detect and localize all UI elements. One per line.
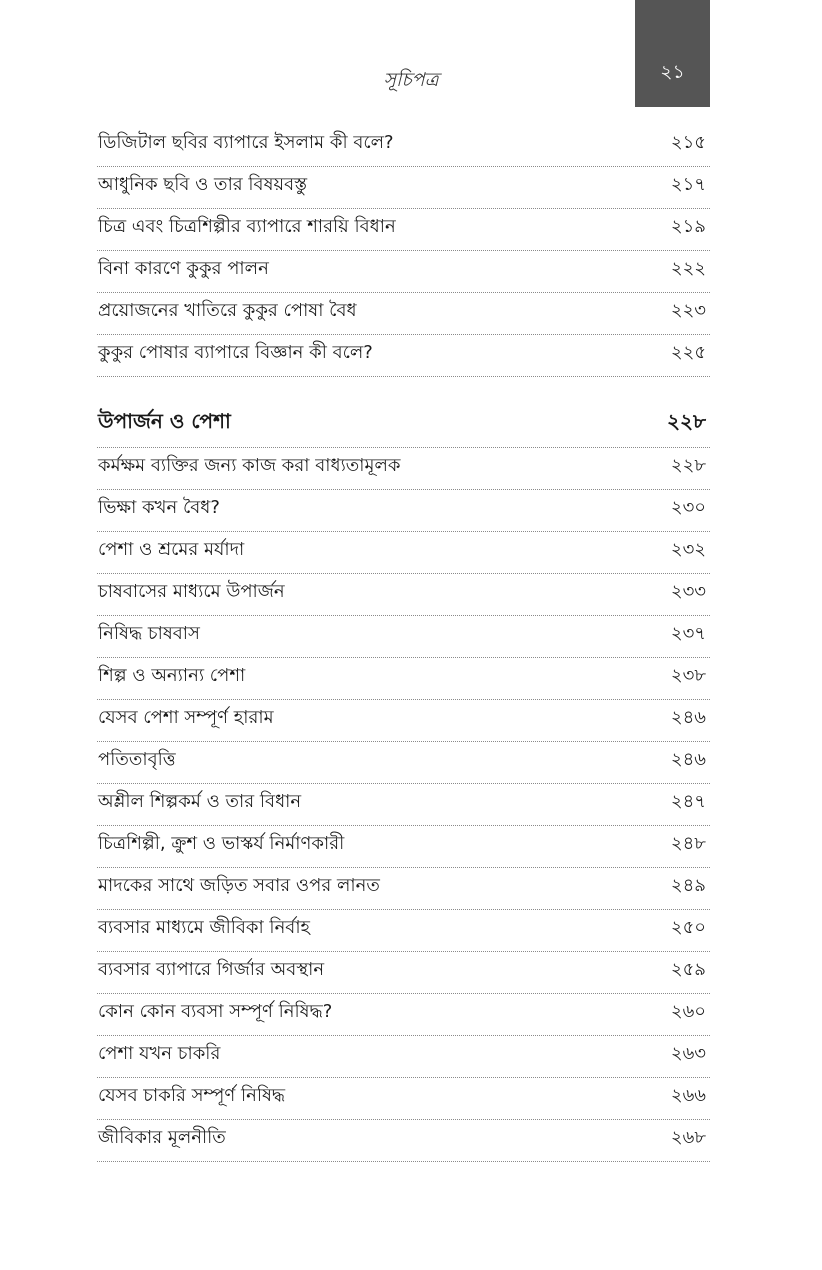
- toc-entry-page-number: ২৪৬: [670, 749, 706, 770]
- toc-entry-title: চিত্র এবং চিত্রশিল্পীর ব্যাপারে শারয়ি বিধান: [98, 216, 396, 237]
- toc-entry: [97, 952, 710, 994]
- toc-entry: [97, 335, 710, 377]
- toc-entry: [97, 994, 710, 1036]
- toc-entry-title: প্রয়োজনের খাতিরে কুকুর পোষা বৈধ: [98, 300, 357, 321]
- toc-entry-page-number: ২২৫: [670, 342, 706, 363]
- toc-entry-page-number: ২৪৮: [670, 833, 706, 854]
- toc-entry-page-number: ২৩৮: [670, 665, 706, 686]
- toc-section-heading: [97, 404, 710, 448]
- toc-entry: [97, 658, 710, 700]
- toc-entry-page-number: ২৬৮: [670, 1127, 706, 1148]
- toc-entry-title: ডিজিটাল ছবির ব্যাপারে ইসলাম কী বলে?: [98, 132, 394, 153]
- toc-entry-title: পেশা যখন চাকরি: [98, 1043, 221, 1064]
- toc-entry-page-number: ২৬৩: [670, 1043, 706, 1064]
- toc-entry-title: ব্যবসার ব্যাপারে গির্জার অবস্থান: [98, 959, 325, 980]
- toc-entry: [97, 1078, 710, 1120]
- section-gap: [97, 377, 710, 404]
- toc-entry-title: জীবিকার মূলনীতি: [98, 1127, 226, 1148]
- toc-entry-page-number: ২৩২: [670, 539, 706, 560]
- toc-entry-page-number: ২১৫: [670, 132, 706, 153]
- toc-entry-title: অশ্লীল শিল্পকর্ম ও তার বিধান: [98, 791, 302, 812]
- toc-entry-title: চাষবাসের মাধ্যমে উপার্জন: [98, 581, 285, 602]
- toc-entry-page-number: ২২৩: [670, 300, 706, 321]
- toc-entry-page-number: ২৩৩: [670, 581, 706, 602]
- toc-entry: [97, 293, 710, 335]
- toc-entry: [97, 574, 710, 616]
- toc-entry-page-number: ২৩৭: [670, 623, 706, 644]
- toc-entry-page-number: ২৫৯: [670, 959, 706, 980]
- toc-entry-title: মাদকের সাথে জড়িত সবার ওপর লানত: [98, 875, 380, 896]
- toc-entry: [97, 1036, 710, 1078]
- toc-entry-page-number: ২১৭: [670, 174, 706, 195]
- toc-group-1: [97, 125, 710, 377]
- toc-entry-title: পেশা ও শ্রমের মর্যাদা: [98, 539, 245, 560]
- toc-entry-title: ভিক্ষা কখন বৈধ?: [98, 497, 220, 518]
- section-page-number: ২২৮: [667, 409, 706, 433]
- toc-entry: [97, 490, 710, 532]
- toc-entry: [97, 1120, 710, 1162]
- page-number: ২১: [660, 61, 685, 83]
- toc-entry: [97, 742, 710, 784]
- toc-entry: [97, 209, 710, 251]
- toc-entry-title: যেসব পেশা সম্পূর্ণ হারাম: [98, 707, 274, 728]
- toc-entry: [97, 125, 710, 167]
- table-of-contents: [97, 125, 710, 1162]
- toc-entry: [97, 910, 710, 952]
- toc-entry-page-number: ২৪৯: [670, 875, 706, 896]
- toc-entry-title: কুকুর পোষার ব্যাপারে বিজ্ঞান কী বলে?: [98, 342, 373, 363]
- toc-entry-title: যেসব চাকরি সম্পূর্ণ নিষিদ্ধ: [98, 1085, 286, 1106]
- toc-entry-page-number: ২১৯: [670, 216, 706, 237]
- toc-entry-title: শিল্প ও অন্যান্য পেশা: [98, 665, 246, 686]
- toc-entry: [97, 616, 710, 658]
- toc-entry-page-number: ২৫০: [670, 917, 706, 938]
- toc-entry-title: নিষিদ্ধ চাষবাস: [98, 623, 200, 644]
- toc-entry-title: পতিতাবৃত্তি: [98, 749, 176, 770]
- toc-entry: [97, 167, 710, 209]
- toc-entry-page-number: ২২২: [670, 258, 706, 279]
- toc-entry-title: কর্মক্ষম ব্যক্তির জন্য কাজ করা বাধ্যতামূলক: [98, 455, 401, 476]
- toc-entry-page-number: ২৪৬: [670, 707, 706, 728]
- toc-entry-title: কোন কোন ব্যবসা সম্পূর্ণ নিষিদ্ধ?: [98, 1001, 333, 1022]
- section-title: উপার্জন ও পেশা: [98, 409, 231, 433]
- toc-entry-title: আধুনিক ছবি ও তার বিষয়বস্তু: [98, 174, 308, 195]
- toc-entry-page-number: ২৩০: [670, 497, 706, 518]
- toc-entry: [97, 532, 710, 574]
- toc-group-2: [97, 448, 710, 1162]
- toc-entry-page-number: ২৬০: [670, 1001, 706, 1022]
- toc-entry: [97, 251, 710, 293]
- toc-entry: [97, 868, 710, 910]
- toc-entry-title: চিত্রশিল্পী, ক্রুশ ও ভাস্কর্য নির্মাণকারী: [98, 833, 345, 854]
- toc-entry: [97, 700, 710, 742]
- toc-entry-title: ব্যবসার মাধ্যমে জীবিকা নির্বাহ: [98, 917, 311, 938]
- toc-entry: [97, 784, 710, 826]
- toc-entry: [97, 448, 710, 490]
- toc-entry-page-number: ২৪৭: [670, 791, 706, 812]
- toc-entry-title: বিনা কারণে কুকুর পালন: [98, 258, 269, 279]
- toc-entry-page-number: ২৬৬: [670, 1085, 706, 1106]
- toc-entry-page-number: ২২৮: [670, 455, 706, 476]
- running-title: সূচিপত্র: [383, 69, 439, 91]
- toc-entry: [97, 826, 710, 868]
